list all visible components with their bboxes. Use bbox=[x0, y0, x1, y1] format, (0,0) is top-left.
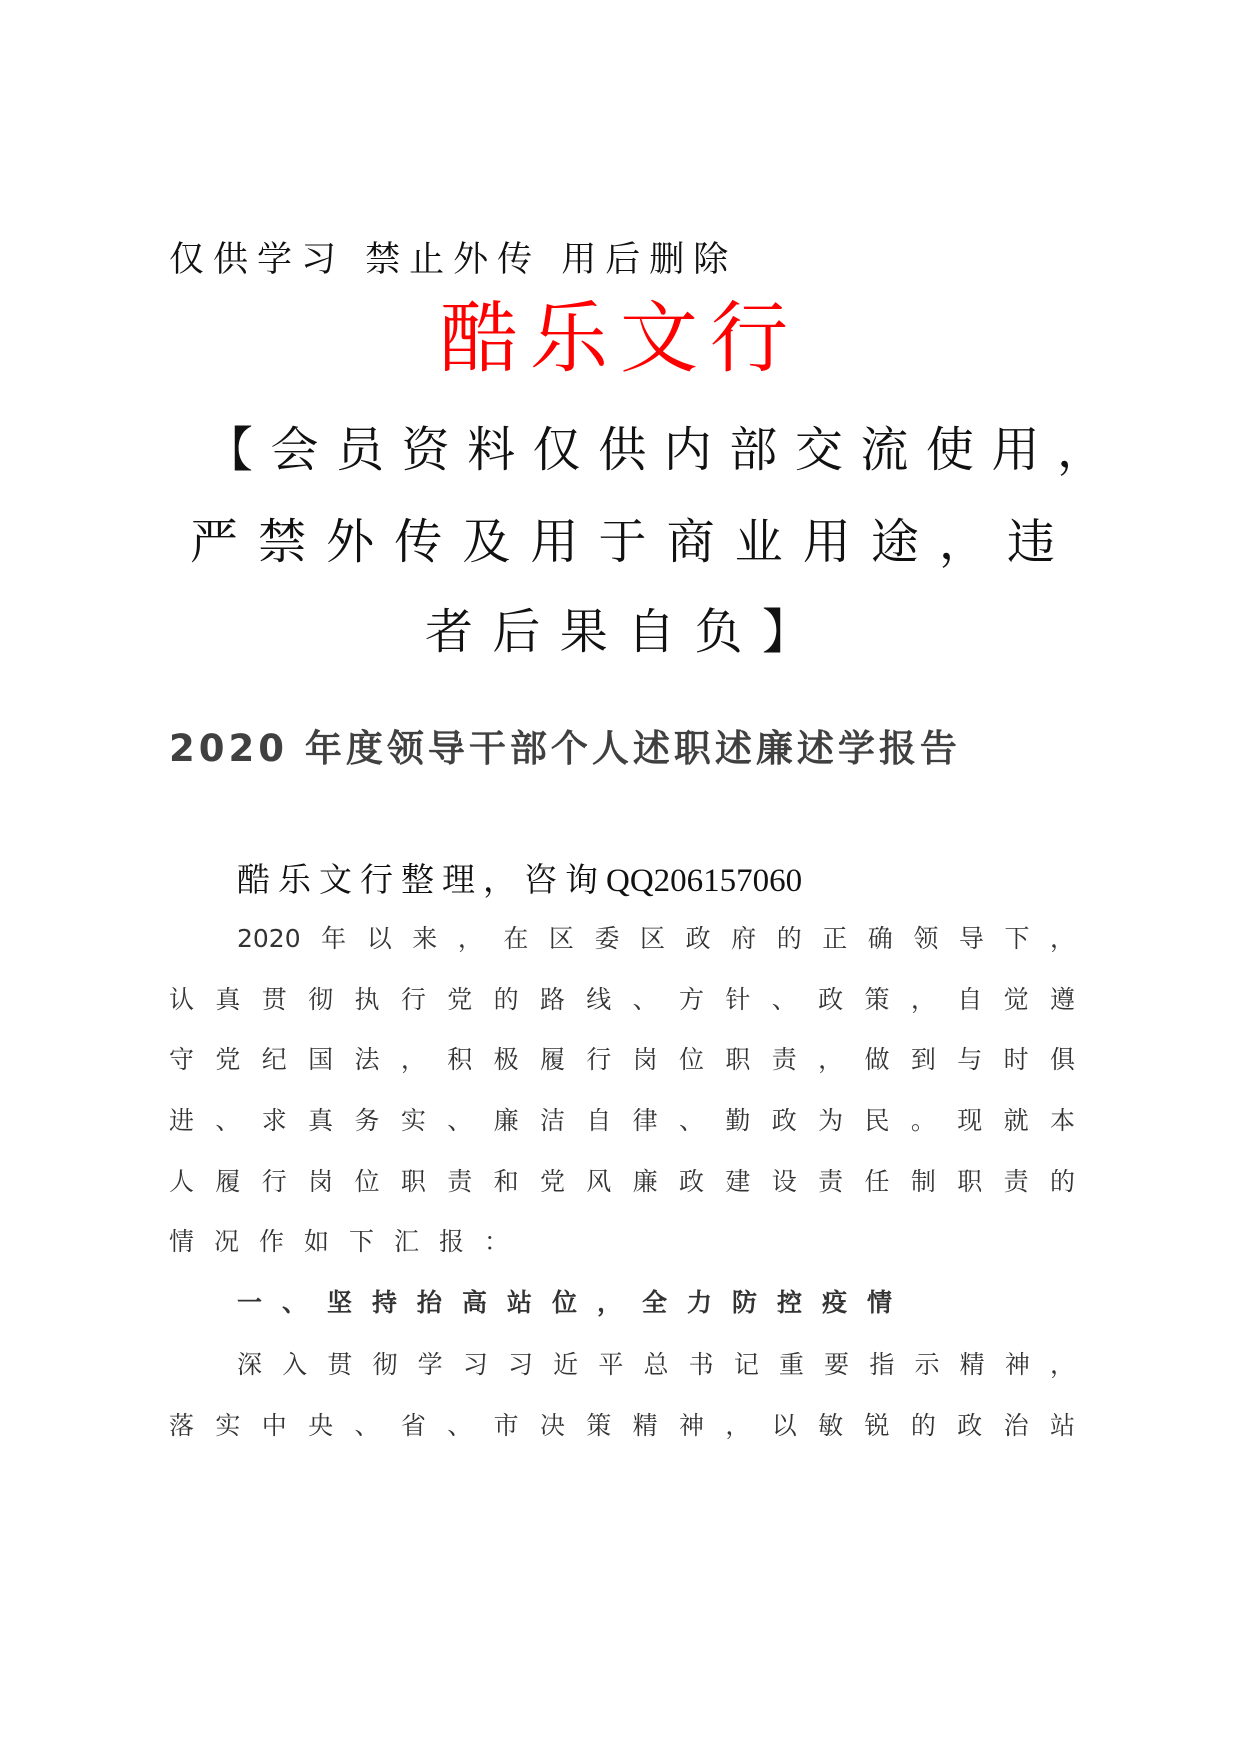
credit-text: 酷乐文行整理，咨询 bbox=[237, 860, 606, 899]
warning-line-3: 者后果自负】 bbox=[425, 604, 810, 660]
body-line-text: 情况作如下汇报： bbox=[169, 1227, 530, 1256]
credit-line bbox=[237, 854, 802, 901]
brand-logo-text: 酷乐文行 bbox=[439, 294, 800, 384]
body-line: 人履行岗位职责和党风廉政建设责任制职责的 bbox=[169, 1167, 1075, 1196]
body-line: 2020年以来，在区委区政府的正确领导下， bbox=[237, 924, 1075, 953]
document-title: 2020 年度领导干部个人述职述廉述学报告 bbox=[169, 727, 961, 770]
section-heading: 一、坚持抬高站位，全力防控疫情 bbox=[237, 1288, 892, 1317]
warning-line-1: 【会员资料仅供内部交流使用， bbox=[205, 422, 1105, 478]
body-line: 进、求真务实、廉洁自律、勤政为民。现就本 bbox=[169, 1106, 1075, 1135]
body-line: 认真贯彻执行党的路线、方针、政策，自觉遵 bbox=[169, 985, 1075, 1014]
body-line: 落实中央、省、市决策精神，以敏锐的政治站 bbox=[169, 1411, 1075, 1440]
body-line: 守党纪国法，积极履行岗位职责，做到与时俱 bbox=[169, 1045, 1075, 1074]
body-line bbox=[169, 1229, 529, 1254]
notice-text: 仅供学习 禁止外传 用后删除 bbox=[169, 240, 738, 280]
credit-qq: QQ206157060 bbox=[606, 863, 803, 899]
body-line: 深入贯彻学习习近平总书记重要指示精神， bbox=[237, 1350, 1075, 1379]
warning-line-2: 严禁外传及用于商业用途，违 bbox=[190, 514, 1055, 570]
